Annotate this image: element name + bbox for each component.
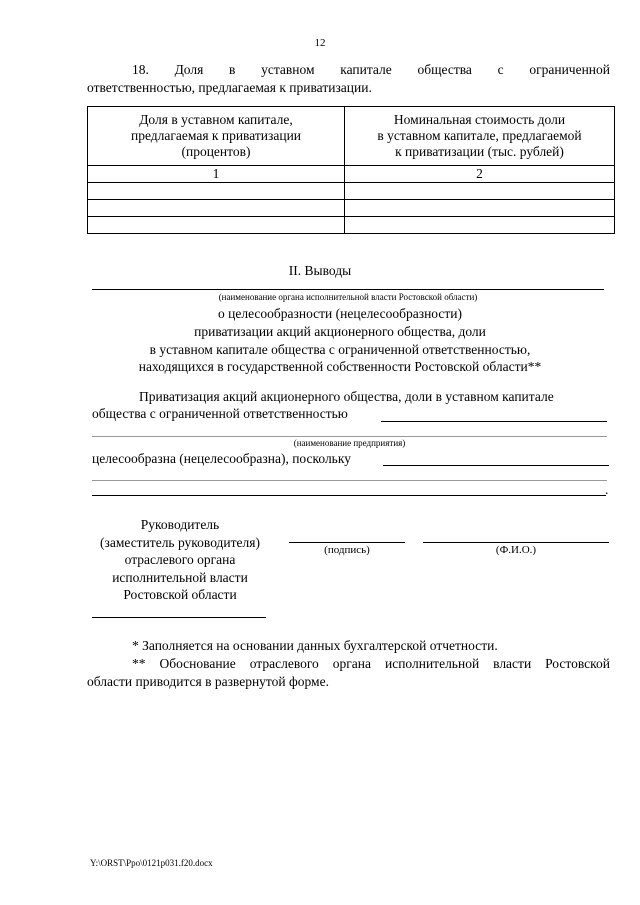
conclusions-about-line2: приватизации акций акционерного общества, доли xyxy=(194,324,486,339)
table-header-row xyxy=(88,107,615,166)
footnote-1: * Заполняется на основании данных бухгалтерской отчетности. xyxy=(132,638,498,653)
organ-name-caption: (наименование органа исполнительной власти Ростовской области) xyxy=(218,292,478,302)
table-cell xyxy=(88,183,345,200)
table-col-number: 1 xyxy=(88,166,345,183)
signer-role-line1: Руководитель xyxy=(140,517,220,532)
conclusions-about-line4: находящихся в государственной собственности Ростовской области** xyxy=(138,359,542,374)
full-name-caption: (Ф.И.О.) xyxy=(495,544,537,556)
section-18-line2: ответственностью, предлагаемая к приватизации. xyxy=(87,80,372,95)
signer-role-line4: исполнительной власти xyxy=(112,570,248,585)
footnote-2-line2: области приводится в развернутой форме. xyxy=(87,674,329,689)
table-header-nominal-value: Номинальная стоимость доли в уставном капитале, предлагаемой к приватизации (тыс. рублей) xyxy=(345,107,615,166)
signature-line xyxy=(289,542,405,543)
privatization-paragraph-line2: общества с ограниченной ответственностью xyxy=(92,406,348,421)
table-number-row xyxy=(88,166,615,183)
company-fill-line xyxy=(381,421,607,422)
table-row xyxy=(88,183,615,200)
privatization-share-table xyxy=(87,106,615,234)
table-cell xyxy=(345,200,615,217)
signer-underline xyxy=(92,617,266,618)
table-cell xyxy=(345,217,615,234)
page-number: 12 xyxy=(314,37,326,49)
signer-role-line3: отраслевого органа xyxy=(124,552,236,567)
footnote-2-line1: ** Обоснование отраслевого органа исполнительной власти Ростовской xyxy=(132,656,610,671)
enterprise-name-line xyxy=(92,436,607,437)
full-name-line xyxy=(423,542,609,543)
table-cell xyxy=(88,217,345,234)
reason-fill-line xyxy=(383,465,609,466)
conclusions-about-line1: о целесообразности (нецелесообразности) xyxy=(218,306,462,321)
table-header-share-percent: Доля в уставном капитале, предлагаемая к приватизации (процентов) xyxy=(88,107,345,166)
signer-role-line2: (заместитель руководителя) xyxy=(100,535,260,550)
table-cell xyxy=(88,200,345,217)
signer-role-line5: Ростовской области xyxy=(123,587,237,602)
reason-extra-line xyxy=(92,480,607,481)
organ-name-line xyxy=(92,289,604,290)
conclusions-title: II. Выводы xyxy=(288,263,352,278)
reason-final-line xyxy=(92,495,606,496)
conclusions-about-line3: в уставном капитале общества с ограниченной ответственностью, xyxy=(149,342,531,357)
table-col-number: 2 xyxy=(345,166,615,183)
enterprise-name-caption: (наименование предприятия) xyxy=(293,438,406,448)
signature-caption: (подпись) xyxy=(324,544,370,556)
reason-label: целесообразна (нецелесообразна), поскольку xyxy=(92,451,351,466)
privatization-paragraph-line1: Приватизация акций акционерного общества, доли в уставном капитале xyxy=(139,389,554,404)
table-row xyxy=(88,200,615,217)
footer-file-path: Y:\ORST\Ppo\0121p031.f20.docx xyxy=(90,858,213,868)
section-18-line1: 18. Доля в уставном капитале общества с ограниченной xyxy=(132,62,610,77)
table-row xyxy=(88,217,615,234)
reason-end-dot: . xyxy=(605,482,609,497)
table-cell xyxy=(345,183,615,200)
